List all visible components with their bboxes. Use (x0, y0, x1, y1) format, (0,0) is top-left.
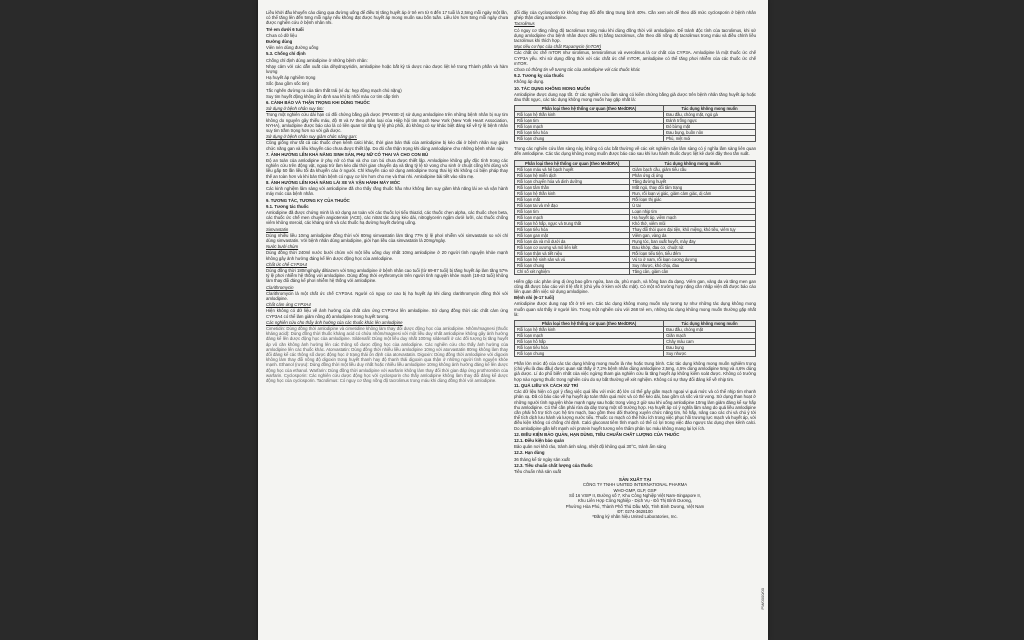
pediatric-text: Amlodipine được dung nạp tốt ở trẻ em. Các tác dụng không mong muốn này tương tự như những tác dụng không mong muốn quan sát thấy ở người lớn. Trong một nghiên cứu với 268 trẻ em, những tác dụng không mong muốn thường gặp nhất là: (514, 301, 756, 317)
section-9-2-heading: 9.2. Tương kỵ của thuốc (514, 73, 564, 79)
section-6-heading: 6. CẢNH BÁO VÀ THẬN TRỌNG KHI DÙNG THUỐC (266, 100, 370, 106)
organ-class-cell: Rối loạn tim (515, 208, 630, 214)
simvastatin-heading: Simvastatin (266, 226, 289, 232)
organ-class-cell: Rối loạn máu và hệ bạch huyết (515, 166, 630, 172)
effect-cell: Phản ứng dị ứng (630, 172, 756, 178)
quality-standard-text: Tiêu chuẩn nhà sản xuất (514, 468, 561, 474)
under-six-heading: Trẻ em dưới 6 tuổi (266, 26, 304, 32)
effect-cell: Giảm bạch cầu, giảm tiểu cầu (630, 166, 756, 172)
no-info-text: Chưa có thông tin về tương tác của amlodipine với các thuốc khác (514, 67, 641, 73)
allergy-text: Hiếm gặp các phản ứng dị ứng bao gồm ngứa, ban da, phù mạch, và hồng ban đa dạng. Viêm gan, vàng da và tăng men gan cũng đã được báo cáo với tỉ lệ rất ít (chủ yếu ở kèm với tắc mật). Có một số trường hợp nặng cần nhập viện đã được báo cáo liên quan đến việc sử dụng amlodipine. (514, 278, 756, 295)
manufacturer-certs: WHO-GMP, GLP, GSP (613, 487, 657, 493)
effect-cell: Khó thở, viêm mũi (630, 220, 756, 226)
pediatric-summary-text: Phần lớn mức độ của các tác dụng không mong muốn là nhẹ hoặc trung bình. Các tác dụng không mong muốn nghiêm trọng (chủ yếu là đau đầu) được quan sát thấy ở 7,2% bệnh nhân dùng amlodipine 2,5mg, 4,5% dùng amlodipine 5mg và 4,6% dùng giả dược. Lí do phổ biến nhất của việc ngừng tham gia nghiên cứu là tăng huyết áp không kiểm soát được. Không có trường hợp nào ngưng thuốc trong nghiên cứu do sự bất thường về xét nghiệm. Không có sự thay đổi đáng kể về nhịp tim. (514, 361, 756, 382)
mtor-heading: Mục tiêu cơ học của chất Rapamycin (mTOR) (514, 44, 602, 50)
under-six-text: Chưa có dữ liệu (266, 32, 297, 38)
effect-cell: Đau đầu, chóng mặt (664, 327, 756, 333)
table-header-effect: Tác dụng không mong muốn (664, 321, 756, 327)
effect-cell: Vú to ở nam, rối loạn cương dương (630, 256, 756, 262)
section-12-heading: 12. ĐIỀU KIỆN BẢO QUẢN, HẠN DÙNG, TIÊU CHUẨN CHẤT LƯỢNG CỦA THUỐC (514, 431, 680, 437)
organ-class-cell: Rối loạn hô hấp, ngực và trung thất (515, 220, 630, 226)
manufacturer-address: Số 16 VSIP II, Đường số 7, Khu Công Nghiệp Việt Nam-Singapore II, (569, 493, 701, 499)
manufacturer-name: CÔNG TY TNHH UNITED INTERNATIONAL PHARMA (582, 482, 688, 488)
trademark-note: *Đăng ký nhãn hiệu United Laboratories, Inc. (592, 514, 678, 520)
organ-class-cell: Rối loạn hệ thần kinh (515, 327, 664, 333)
organ-class-cell: Rối loạn chung (515, 136, 664, 142)
organ-class-cell: Rối loạn tai và mê đạo (515, 202, 630, 208)
effect-cell: Loạn nhịp tim (630, 208, 756, 214)
table-row (515, 268, 756, 274)
table-header-effect: Tác dụng không mong muốn (664, 106, 756, 112)
effect-cell: Rối loạn tiểu tiện, tiểu đêm (630, 250, 756, 256)
effect-cell: Tăng đường huyết (630, 178, 756, 184)
manufacturer-label: SẢN XUẤT TẠI (618, 477, 652, 483)
adverse-table-common (514, 105, 756, 142)
tacrolimus-text: Có nguy cơ tăng nồng độ tacrolimus trong máu khi dùng đồng thời với amlodipine. Để tránh độc tính của tacrolimus, khi sử dụng amlodipine cho bệnh nhân được điều trị bằng tacrolimus, cần theo dõi nồng độ tacrolimus trong máu và điều chỉnh liều tacrolimus khi thích hợp. (514, 27, 756, 44)
manufacturer-phone: ĐT: 0274-3628100 (617, 508, 653, 514)
cyp3a4-inhibitor-text: Dùng đồng thời 180mg/ngày diltiazem với 5mg amlodipine ở bệnh nhân cao tuổi (từ 69-87 tuổi) bị tăng huyết áp làm tăng 57% tỷ lệ phơi nhiễm hệ thống với amlodipine. Dùng đồng thời erythromycin trên người tình nguyện khỏe mạnh (18-43 tuổi) không làm thay đổi đáng kể phơi nhiễm hệ thống với amlodipine. (266, 267, 508, 284)
cyclosporin-text: đổi đáy của cyclosporin từ không thay đổi đến tăng trung bình 40%. Cần xem xét để theo dõi mức cyclosporin ở bệnh nhân ghép thận dùng amlodipine. (514, 10, 756, 21)
organ-class-cell: Rối loạn tiêu hóa (515, 130, 664, 136)
table-header-class: Phân loại theo hệ thống cơ quan (theo MedDRA) (515, 160, 630, 166)
contra-item: Sốc (bao gồm sốc tim) (266, 81, 309, 87)
effect-cell: Giãn mạch (664, 333, 756, 339)
section-10-heading: 10. TÁC DỤNG KHÔNG MONG MUỐN (514, 85, 590, 91)
cyp3a4-inducer-text: Hiện không có dữ liệu về ảnh hưởng của chất cảm ứng CYP3A4 lên amlodipine. Sử dụng đồng thời các chất cảm ứng CYP3A4 có thể làm giảm nồng độ amlodipine trong huyết tương. (266, 308, 508, 319)
section-5-3-heading: 5.3. Chống chỉ định (266, 51, 306, 57)
effect-cell: Hạ huyết áp, viêm mạch (630, 214, 756, 220)
organ-class-cell: Rối loạn tim (515, 118, 664, 124)
route-heading: Đường dùng (266, 39, 293, 45)
organ-class-cell: Rối loạn hệ sinh sản và vú (515, 256, 630, 262)
manufacturer-address: Phường Hòa Phú, Thành Phố Thủ Dầu Một, Tỉnh Bình Dương, Việt Nam (565, 503, 705, 509)
effect-cell: Suy nhược, khó chịu, đau (630, 262, 756, 268)
heart-failure-text: Trong một nghiên cứu dài hạn có đối chứng bằng giả dược (PRAISE-2) sử dụng amlodipine trên những bệnh nhân bị suy tim không do nguyên gây thiếu máu, độ III và IV theo phân loại của Hiệp hội tim mạch New York (New York Heart Association, NYHA), amlodipine được báo cáo là có liên quan tới tăng tỷ lệ phù phổi, dù không có sự khác biệt đáng kể về tỷ lệ bệnh nhân suy tim trầm trọng hơn so với giả dược. (266, 112, 508, 134)
manufacturer-block (514, 477, 756, 519)
organ-class-cell: Rối loạn thận và tiết niệu (515, 250, 630, 256)
shelf-life-text: 36 tháng kể từ ngày sản xuất (514, 456, 570, 462)
organ-class-cell: Rối loạn chung (515, 262, 630, 268)
effect-cell: Viêm gan, vàng da (630, 232, 756, 238)
left-column (266, 10, 508, 384)
organ-class-cell: Rối loạn tâm thần (515, 184, 630, 190)
grapefruit-text: Dùng đồng thời 240ml nước bưởi chùm với một liều uống duy nhất 10mg amlodipine ở 20 người tình nguyện khỏe mạnh không gây ảnh hưởng đáng kể lên dược động học của amlodipine. (266, 250, 508, 261)
driving-text: Các kinh nghiệm lâm sàng với amlodipine đã cho thấy rằng thuốc hầu như không làm suy giảm khả năng lái xe và vận hành máy móc của bệnh nhân. (266, 186, 508, 197)
cyp3a4-inhibitor-heading: Chất ức chế CYP3A4 (266, 261, 307, 267)
contraindication-intro: Chống chỉ định dùng amlodipine ở những bệnh nhân: (266, 57, 368, 63)
effect-cell: Đỏ bừng mặt (664, 124, 756, 130)
pregnancy-text: Độ an toàn của amlodipine ở phụ nữ có thai và cho con bú chưa được thiết lập. Amlodipine không gây độc tính trong các nghiên cứu trên động vật, ngoại trừ làm kéo dài thời gian chuyển dạ và tăng tỷ lệ tử vong chu sinh ở chuột cống khi dùng với liều gấp 50 lần liều tối đa khuyến cáo ở người. Chỉ khuyến cáo sử dụng amlodipine trong thai kỳ khi không có biện pháp thay thế an toàn hơn và khi bản thân bệnh có nguy cơ lớn hơn cho mẹ và thai nhi. Amlodipine bài tiết vào sữa mẹ. (266, 158, 508, 179)
adverse-table-pediatric-body (515, 327, 756, 357)
section-9-heading: 9. TƯƠNG TÁC, TƯƠNG KỴ CỦA THUỐC (266, 197, 350, 203)
hepatic-subheading: Sử dụng ở bệnh nhân suy giảm chức năng gan: (266, 134, 357, 140)
table-header-effect: Tác dụng không mong muốn (630, 160, 756, 166)
grapefruit-heading: Nước bưởi chùm (266, 244, 299, 250)
route-text: Viên nén dùng đường uống (266, 45, 319, 51)
postmarketing-intro: Trong các nghiên cứu lâm sàng này, không có các bất thường về các xét nghiệm cận lâm sàng có ý nghĩa lâm sàng liên quan đến amlodipine. Các tác dụng không mong muốn được báo cáo sau khi lưu hành thuốc được liệt kê dưới đây theo tần suất. (514, 146, 756, 157)
effect-cell: Run, rối loạn vị giác, giảm cảm giác, dị cảm (630, 190, 756, 196)
organ-class-cell: Rối loạn hệ thần kinh (515, 190, 630, 196)
contra-item: Tắc nghẽn đường ra của tâm thất trái (ví dụ: hẹp động mạch chủ nặng) (266, 87, 402, 93)
pediatric-dose-text: Liều khởi đầu khuyến cáo dùng qua đường uống để điều trị tăng huyết áp ở trẻ em từ 6 đến 17 tuổi là 2,5mg mỗi ngày một lần, có thể tăng lên đến 5mg mỗi ngày nếu không đạt được huyết áp mong muốn sau bốn tuần. Liều lớn hơn 5mg mỗi ngày chưa được nghiên cứu ở bệnh nhân nhi. (266, 10, 508, 26)
organ-class-cell: Rối loạn da và mô dưới da (515, 238, 630, 244)
effect-cell: Suy nhược (664, 351, 756, 357)
organ-class-cell: Rối loạn hệ thần kinh (515, 112, 664, 118)
adverse-intro: Amlodipine được dung nạp tốt. Ở các nghiên cứu lâm sàng có kiểm chứng bằng giả dược trên bệnh nhân tăng huyết áp hoặc đau thắt ngực, các tác dụng không mong muốn hay gặp nhất là: (514, 91, 756, 103)
effect-cell: Rụng tóc, ban xuất huyết, mày đay (630, 238, 756, 244)
other-drugs-heading: Các nghiên cứu cho thấy ảnh hưởng của các thuốc khác lên amlodipine (266, 319, 403, 325)
other-drugs-text: Cimetidin: Dùng đồng thời amlodipine và cimetidine không làm thay đổi dược động học của amlodipine. Nhôm/magnesi (thuốc kháng acid): Dùng đồng thời thuốc kháng acid có chứa nhôm/magnesi với một liều duy nhất amlodipine không gây ảnh hưởng đáng kể lên dược động học của amlodipine. Sildenafil: Dùng một liều duy nhất 100mg sildenafil ở các đối tượng bị tăng huyết áp vô căn không ảnh hưởng lên các thông số dược động học của amlodipine. Các nghiên cứu cho thấy ảnh hưởng của amlodipine lên các thuốc khác. Atorvastatin: Dùng đồng thời nhiều liều amlodipine 10mg với atorvastatin 80mg không làm thay đổi đáng kể các thông số dược động học ở trạng thái ổn định của atorvastatin. Digoxin: Dùng đồng thời amlodipine với digoxin không làm thay đổi nồng độ digoxin trong huyết thanh hay độ thanh thải digoxin qua thận ở những người tình nguyện khỏe mạnh. Ethanol (rượu): Dùng đồng thời một liều duy nhất hoặc nhiều liều amlodipine 10mg không ảnh hưởng đáng kể lên dược động học của ethanol. Warfarin: Dùng đồng thời amlodipine với warfarin không làm thay đổi thời gian đáp ứng prothrombin của warfarin. Cyclosporin: Các nghiên cứu dược động học với cyclosporin cho thấy amlodipine không làm thay đổi đáng kể dược động học của cyclosporin. Tacrolimus: Có nguy cơ tăng nồng độ tacrolimus trong máu khi dùng đồng thời với amlodipine. (266, 325, 508, 383)
effect-cell: Rối loạn thị giác (630, 196, 756, 202)
hepatic-text: Cũng giống như tất cả các thuốc chẹn kênh calci khác, thời gian bán thải của amlodipine bị kéo dài ở bệnh nhân suy giảm chức năng gan và liều khuyến cáo chưa được thiết lập. Do đó cần thận trọng khi dùng amlodipine cho những bệnh nhân này. (266, 140, 508, 151)
section-7-heading: 7. ẢNH HƯỞNG LÊN KHẢ NĂNG SINH SẢN, PHỤ NỮ CÓ THAI VÀ CHO CON BÚ (266, 151, 429, 157)
incompatibility-text: Không áp dụng. (514, 79, 545, 85)
mtor-text: Các chất ức chế mTOR như sirolimus, temsirolimus và everolimus là cơ chất của CYP3A. Amlodipine là một thuốc ức chế CYP3A yếu. Khi sử dụng đồng thời với các chất ức chế mTOR, amlodipine có thể tăng phơi nhiễm của các thuốc ức chế mTOR. (514, 50, 756, 66)
section-12-2-heading: 12.2. Hạn dùng (514, 450, 545, 456)
manufacturer-address: Khu Liên Hợp Công Nghiệp - Dịch Vụ - Đô Thị Bình Dương, (577, 498, 692, 504)
organ-class-cell: Rối loạn hệ miễn dịch (515, 172, 630, 178)
adverse-table-postmarketing (514, 160, 756, 275)
overdose-text: Các dữ liệu hiện có gợi ý rằng việc quá liều với mức độ lớn có thể gây giãn mạch ngoại vi quá mức và có thể nhịp tim nhanh phản xạ. Đã có báo cáo về hạ huyết áp toàn thân quá mức và có thể kéo dài, bao gồm cả sốc và tử vong. Sử dụng than hoạt ở những người tình nguyện khỏe mạnh ngay sau hoặc trong vòng 2 giờ sau khi uống amlodipine 10mg làm giảm đáng kể sự hấp thu amlodipine. Có thể cần phải rửa dạ dày trong một số trường hợp. Hạ huyết áp có ý nghĩa lâm sàng do quá liều amlodipine cần phải hỗ trợ tích cực hệ tim mạch, bao gồm theo dõi thường xuyên chức năng tim, hô hấp, nâng cao các chi và chú ý tới thể tích dịch lưu hành và lượng nước tiểu. Thuốc co mạch có thể hữu ích trong việc phục hồi trương lực mạch và huyết áp, với điều kiện không có chống chỉ định. Calci gluconat tiêm tĩnh mạch có thể có lợi trong việc đảo ngược tác dụng chẹn kênh calci. Do amlodipine gắn kết mạnh với protein huyết tương nên thẩm phân lọc máu không mang lại lợi ích. (514, 389, 756, 431)
table-row (515, 351, 756, 357)
adverse-table-postmarketing-body (515, 166, 756, 274)
organ-class-cell: Chỉ số xét nghiệm (515, 268, 630, 274)
table-header-class: Phân loại theo hệ thống cơ quan (theo MedDRA) (515, 106, 664, 112)
section-9-1-heading: 9.1. Tương tác thuốc (266, 203, 309, 209)
cyp3a4-inducer-heading: Chất cảm ứng CYP3A4 (266, 302, 311, 308)
effect-cell: Phù, mệt mỏi (664, 136, 756, 142)
side-code: PM/0000/00 (760, 588, 765, 610)
organ-class-cell: Rối loạn tiêu hóa (515, 345, 664, 351)
organ-class-cell: Rối loạn chung (515, 351, 664, 357)
effect-cell: Đau khớp, đau cơ, chuột rút (630, 244, 756, 250)
organ-class-cell: Rối loạn tiêu hóa (515, 226, 630, 232)
effect-cell: Đau bụng (664, 345, 756, 351)
organ-class-cell: Rối loạn mắt (515, 196, 630, 202)
section-12-1-heading: 12.1. Điều kiện bảo quản (514, 437, 565, 443)
effect-cell: Chảy máu cam (664, 339, 756, 345)
adverse-table-pediatric (514, 320, 756, 357)
table-row (515, 136, 756, 142)
storage-text: Bảo quản nơi khô ráo, tránh ánh sáng, nhiệt độ không quá 30°C, tránh ẩm sáng (514, 444, 666, 450)
interactions-text: Amlodipine đã được chứng minh là sử dụng an toàn với các thuốc lợi tiểu thiazid, các thuốc chẹn alpha, các thuốc chẹn beta, các thuốc ức chế men chuyển angiotensin (ACE), các nitrat tác dụng kéo dài, nitroglycerin ngậm dưới lưỡi, các thuốc chống viêm không steroid, các kháng sinh và các thuốc hạ đường huyết đường uống. (266, 209, 508, 226)
heart-failure-subheading: Sử dụng ở bệnh nhân suy tim: (266, 106, 324, 112)
section-11-heading: 11. QUÁ LIỀU VÀ CÁCH XỬ TRÍ (514, 382, 578, 388)
organ-class-cell: Rối loạn gan mật (515, 232, 630, 238)
effect-cell: Đau đầu, chóng mặt, ngủ gà (664, 112, 756, 118)
organ-class-cell: Rối loạn mạch (515, 124, 664, 130)
simvastatin-text: Dùng nhiều liều 10mg amlodipine đồng thời với 80mg simvastatin làm tăng 77% tỷ lệ phơi nhiễm với simvastatin so với chỉ dùng simvastatin. Với bệnh nhân dùng amlodipine, giới hạn liều của simvastatin là 20mg/ngày. (266, 232, 508, 243)
clarithromycin-text: Clarithromycin là một chất ức chế CYP3A4. Người có nguy cơ cao bị hạ huyết áp khi dùng clarithromycin đồng thời với amlodipine. (266, 290, 508, 301)
effect-cell: Ù tai (630, 202, 756, 208)
right-column (514, 10, 756, 520)
contra-item: Suy tim huyết động không ổn định sau khi bị nhồi máu cơ tim cấp tính (266, 93, 399, 99)
organ-class-cell: Rối loạn mạch (515, 333, 664, 339)
table-header-class: Phân loại theo hệ thống cơ quan (theo MedDRA) (515, 321, 664, 327)
effect-cell: Đánh trống ngực (664, 118, 756, 124)
contra-item: Hạ huyết áp nghiêm trọng (266, 75, 316, 81)
effect-cell: Tăng cân, giảm cân (630, 268, 756, 274)
organ-class-cell: Rối loạn cơ xương và mô liên kết (515, 244, 630, 250)
tacrolimus-heading: Tacrolimus (514, 21, 535, 27)
package-insert-sheet (258, 0, 768, 640)
effect-cell: Đau bụng, buồn nôn (664, 130, 756, 136)
organ-class-cell: Rối loạn hô hấp (515, 339, 664, 345)
section-8-heading: 8. ẢNH HƯỞNG LÊN KHẢ NĂNG LÁI XE VÀ VẬN HÀNH MÁY MÓC (266, 179, 401, 185)
adverse-table-common-body (515, 112, 756, 142)
clarithromycin-heading: Clarithromycin (266, 284, 294, 290)
organ-class-cell: Rối loạn chuyển hóa và dinh dưỡng (515, 178, 630, 184)
contra-item: Nhạy cảm với các dẫn xuất của dihydropyridin, amlodipine hoặc bất kỳ tá dược nào được liệt kê trong Thành phần và hàm lượng (266, 63, 508, 75)
effect-cell: Thay đổi thói quen đại tiện, khô miệng, khó tiêu, viêm tụy (630, 226, 756, 232)
effect-cell: Mất ngủ, thay đổi tâm trạng (630, 184, 756, 190)
organ-class-cell: Rối loạn mạch (515, 214, 630, 220)
section-12-3-heading: 12.3. Tiêu chuẩn chất lượng của thuốc (514, 462, 593, 468)
pediatric-heading: Bệnh nhi (6-17 tuổi) (514, 295, 555, 301)
